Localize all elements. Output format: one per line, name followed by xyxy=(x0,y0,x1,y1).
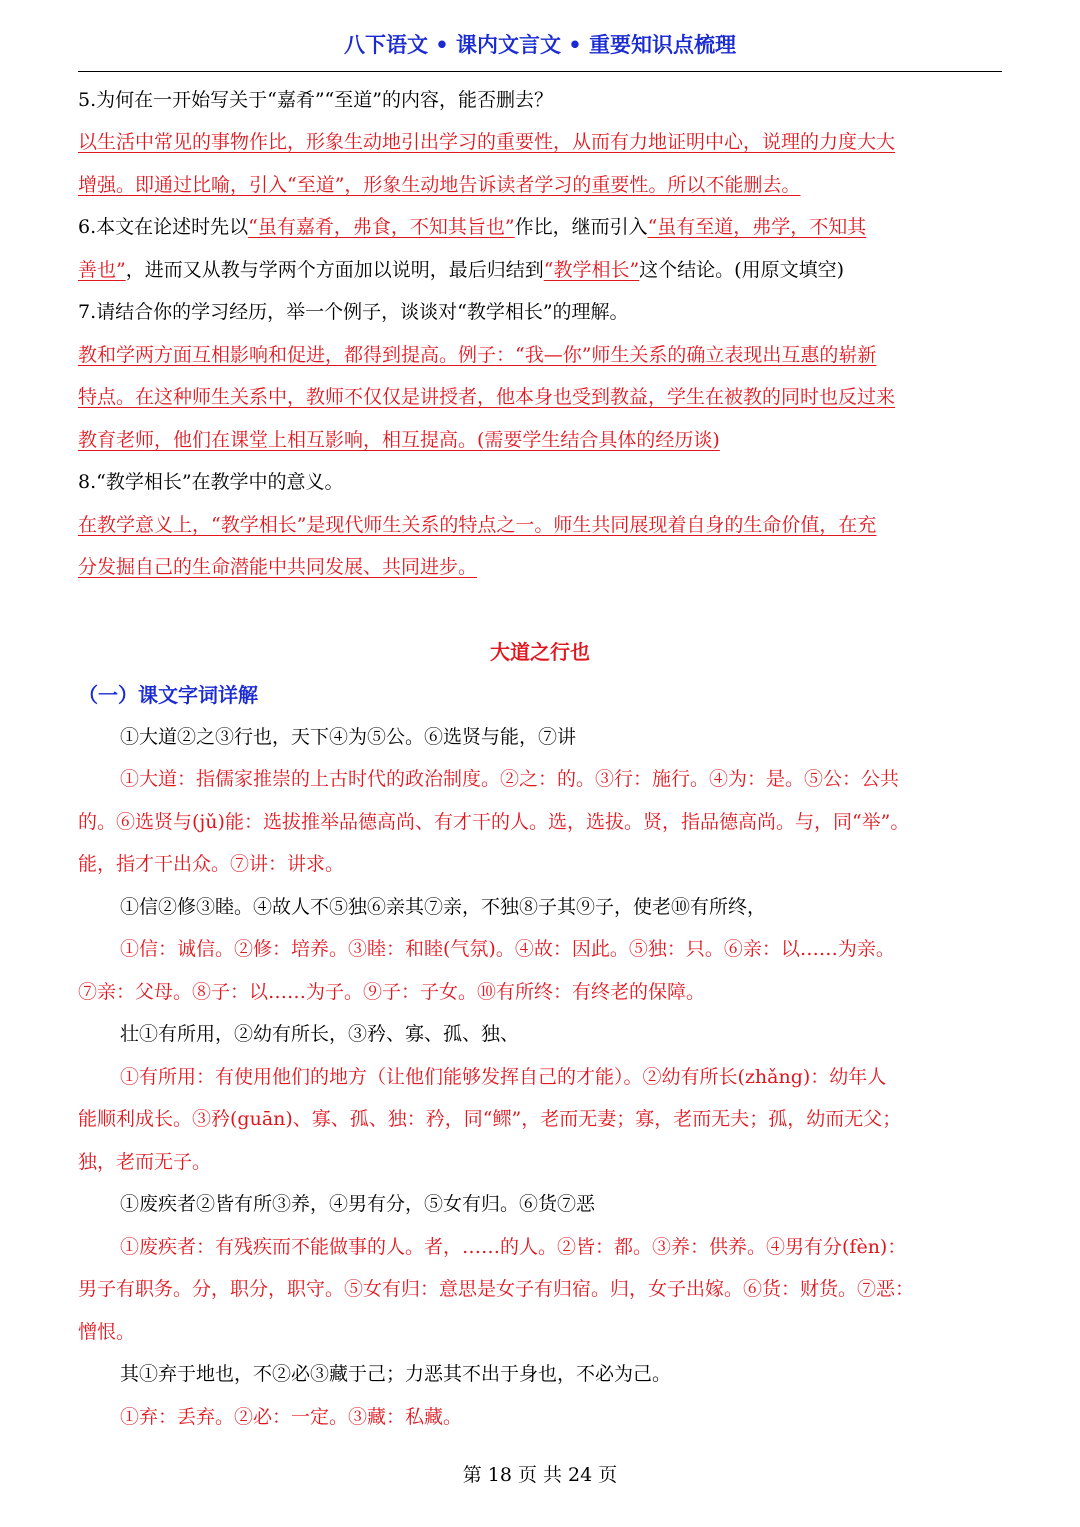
question-8: 8.“教学相长”在教学中的意义。 xyxy=(78,471,344,493)
section-subtitle: （一）课文字词详解 xyxy=(78,683,258,707)
note-2-line-2: ⑦亲：父母。⑧子：以……为子。⑨子：子女。⑩有所终：有终老的保障。 xyxy=(78,981,706,1003)
note-4-line-2: 男子有职务。分，职分，职守。⑤女有归：意思是女子有归宿。归，女子出嫁。⑥货：财货。⑦恶： xyxy=(78,1278,915,1300)
note-2-line-1: ①信：诚信。②修：培养。③睦：和睦(气氛)。④故：因此。⑤独：只。⑥亲：以……为亲。 xyxy=(120,938,895,960)
answer-7-line-1: 教和学两方面互相影响和促进，都得到提高。例子：“我—你”师生关系的确立表现出互惠的崭新 xyxy=(78,344,877,366)
q6-text-4: 这个结论。(用原文填空) xyxy=(639,259,844,281)
section-title: 大道之行也 xyxy=(490,640,590,664)
source-line-5: 其①弃于地也，不②必③藏于己；力恶其不出于身也，不必为己。 xyxy=(120,1363,672,1385)
q6-text-3: ，进而又从教与学两个方面加以说明，最后归结到 xyxy=(125,259,544,281)
source-line-4: ①废疾者②皆有所③养，④男有分，⑤女有归。⑥货⑦恶 xyxy=(120,1193,596,1215)
note-3-line-2: 能顺利成长。③矜(guān)、寡、孤、独：矜，同“鳏”，老而无妻；寡，老而无夫；孤，幼而无父； xyxy=(78,1108,902,1130)
question-5: 5.为何在一开始写关于“嘉肴”“至道”的内容，能否删去？ xyxy=(78,89,553,111)
note-4-line-1: ①废疾者：有残疾而不能做事的人。者，……的人。②皆：都。③养：供养。④男有分(fèn)： xyxy=(120,1236,907,1258)
answer-7-line-3: 教育老师，他们在课堂上相互影响，相互提高。(需要学生结合具体的经历谈) xyxy=(78,429,720,451)
q6-blank-3: “教学相长” xyxy=(543,259,640,281)
answer-5-line-1: 以生活中常见的事物作比，形象生动地引出学习的重要性，从而有力地证明中心，说理的力度大大 xyxy=(78,131,896,153)
page-footer: 第 18 页 共 24 页 xyxy=(462,1464,618,1486)
page-header: 八下语文 • 课内文言文 • 重要知识点梳理 xyxy=(78,28,1002,72)
answer-8-line-1: 在教学意义上，“教学相长”是现代师生关系的特点之一。师生共同展现着自身的生命价值，在充 xyxy=(78,514,877,536)
note-5-line-1: ①弃：丢弃。②必：一定。③藏：私藏。 xyxy=(120,1406,463,1428)
note-3-line-1: ①有所用：有使用他们的地方（让他们能够发挥自己的才能）。②幼有所长(zhǎng)：幼年人 xyxy=(120,1066,887,1088)
note-4-line-3: 憎恨。 xyxy=(78,1321,136,1343)
note-3-line-3: 独，老而无子。 xyxy=(78,1151,212,1173)
q6-blank-2b: 善也” xyxy=(78,259,126,281)
question-7: 7.请结合你的学习经历，举一个例子，谈谈对“教学相长”的理解。 xyxy=(78,301,629,323)
question-6-line-1 xyxy=(78,213,1008,241)
q6-blank-2a: “虽有至道，弗学，不知其 xyxy=(647,216,867,238)
q6-blank-1: “虽有嘉肴，弗食，不知其旨也” xyxy=(248,216,515,238)
answer-7-line-2: 特点。在这种师生关系中，教师不仅仅是讲授者，他本身也受到教益，学生在被教的同时也反过来 xyxy=(78,386,896,408)
source-line-2: ①信②修③睦。④故人不⑤独⑥亲其⑦亲，不独⑧子其⑨子，使老⑩有所终， xyxy=(120,896,767,918)
answer-8-line-2: 分发掘自己的生命潜能中共同发展、共同进步。 xyxy=(78,556,478,578)
note-1-line-1: ①大道：指儒家推崇的上古时代的政治制度。②之：的。③行：施行。④为：是。⑤公：公共 xyxy=(120,768,900,790)
answer-5-line-2: 增强。即通过比喻，引入“至道”，形象生动地告诉读者学习的重要性。所以不能删去。 xyxy=(78,174,801,196)
note-1-line-2: 的。⑥选贤与(jǔ)能：选拔推举品德高尚、有才干的人。选，选拔。贤，指品德高尚。与，同“举”。 xyxy=(78,811,910,833)
question-6-line-2 xyxy=(78,256,1008,284)
q6-text-1: 6.本文在论述时先以 xyxy=(78,216,249,238)
q6-text-2: 作比，继而引入 xyxy=(514,216,648,238)
source-line-1: ①大道②之③行也，天下④为⑤公。⑥选贤与能，⑦讲 xyxy=(120,726,577,748)
note-1-line-3: 能，指才干出众。⑦讲：讲求。 xyxy=(78,853,345,875)
source-line-3: 壮①有所用，②幼有所长，③矜、寡、孤、独、 xyxy=(120,1023,520,1045)
